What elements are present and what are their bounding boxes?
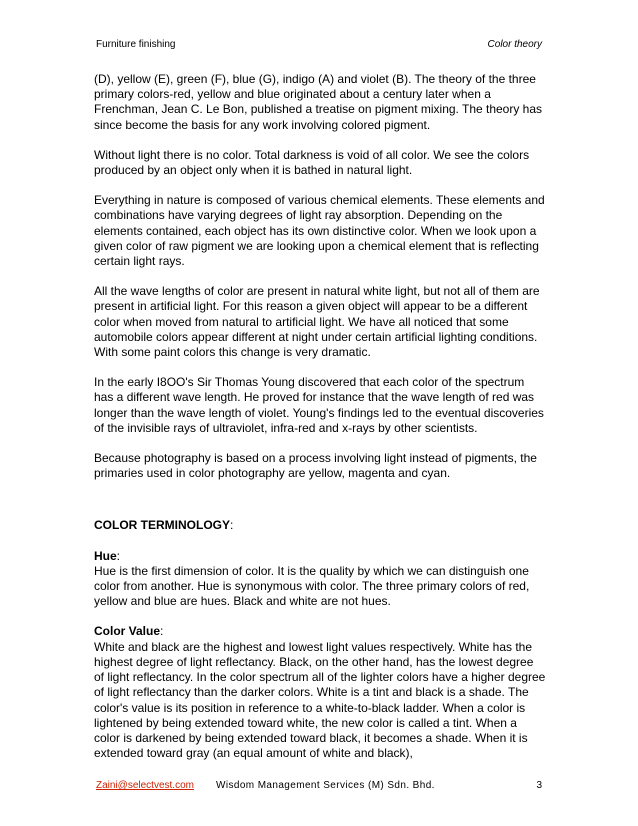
term-value-definition: White and black are the highest and lowest light values respectively. White has the highest degree of light reflectancy. Black, on the other hand, has the lowest degree of light reflectancy. In the color spectrum all of the lighter colors have a higher degree of light reflectancy than the darker colors. White is a tint and black is a shade. The color's value is its position in reference to a white-to-black ladder. When a color is lightened by being extended toward white, the new color is called a tint. When a color is darkened by being extended toward black, it becomes a shade. When it is extended toward gray (an equal amount of white and black), <box>94 639 546 761</box>
body-text <box>94 72 546 776</box>
term-color-value <box>94 624 546 761</box>
paragraph-spectrum-theory: (D), yellow (E), green (F), blue (G), indigo (A) and violet (B). The theory of the three primary colors-red, yellow and blue originated about a century later when a Frenchman, Jean C. Le Bon, published a treatise on pigment mixing. The theory has since become the basis for any work involving colored pigment. <box>94 72 543 132</box>
paragraph-thomas-young: In the early I8OO's Sir Thomas Young discovered that each color of the spectrum has a different wave length. He proved for instance that the wave length of red was longer than the wave length of violet. Young's findings led to the eventual discoveries of the invisible rays of ultraviolet, infra-red and x-rays by other scientists. <box>94 375 544 435</box>
term-hue <box>94 549 546 610</box>
header-title-right: Color theory <box>487 39 542 50</box>
term-hue-colon: : <box>116 548 121 563</box>
paragraph-chemical-elements: Everything in nature is composed of various chemical elements. These elements and combinations have varying degrees of light ray absorption. Depending on the elements contained, each object has its own distinctive color. When we look upon a given color of raw pigment we are looking upon a chemical element that is reflecting certain light rays. <box>94 193 545 269</box>
footer-page-number: 3 <box>536 780 542 791</box>
section-heading-text: COLOR TERMINOLOGY <box>94 518 230 533</box>
paragraph-light-color: Without light there is no color. Total darkness is void of all color. We see the colors produced by an object only when it is bathed in natural light. <box>94 147 530 178</box>
page-header <box>96 38 542 52</box>
term-value-label: Color Value <box>94 624 161 639</box>
footer-email-link[interactable]: Zaini@selectvest.com <box>96 780 194 791</box>
section-spacer <box>94 496 546 518</box>
page-footer <box>96 779 542 793</box>
term-value-colon: : <box>160 624 164 639</box>
section-heading-colon: : <box>230 518 234 533</box>
header-title-left: Furniture finishing <box>96 39 176 50</box>
footer-company-name: Wisdom Management Services (M) Sdn. Bhd. <box>216 780 435 791</box>
paragraph-photography: Because photography is based on a process involving light instead of pigments, the primaries used in color photography are yellow, magenta and cyan. <box>94 451 537 481</box>
term-hue-definition: Hue is the first dimension of color. It is the quality by which we can distinguish one color from another. Hue is synonymous with color. The three primary colors of red, yellow and blue are hues. Black and white are not hues. <box>94 563 530 609</box>
term-hue-label-line <box>94 549 546 564</box>
paragraph-wave-lengths: All the wave lengths of color are present in natural white light, but not all of them are present in artificial light. For this reason a given object will appear to be a different color when moved from natural to artificial light. We have all noticed that some automobile colors appear different at night under certain artificial lighting conditions. With some paint colors this change is very dramatic. <box>94 284 540 360</box>
term-value-label-line <box>94 624 546 639</box>
term-hue-label: Hue <box>94 548 117 563</box>
section-heading-color-terminology <box>94 518 546 533</box>
